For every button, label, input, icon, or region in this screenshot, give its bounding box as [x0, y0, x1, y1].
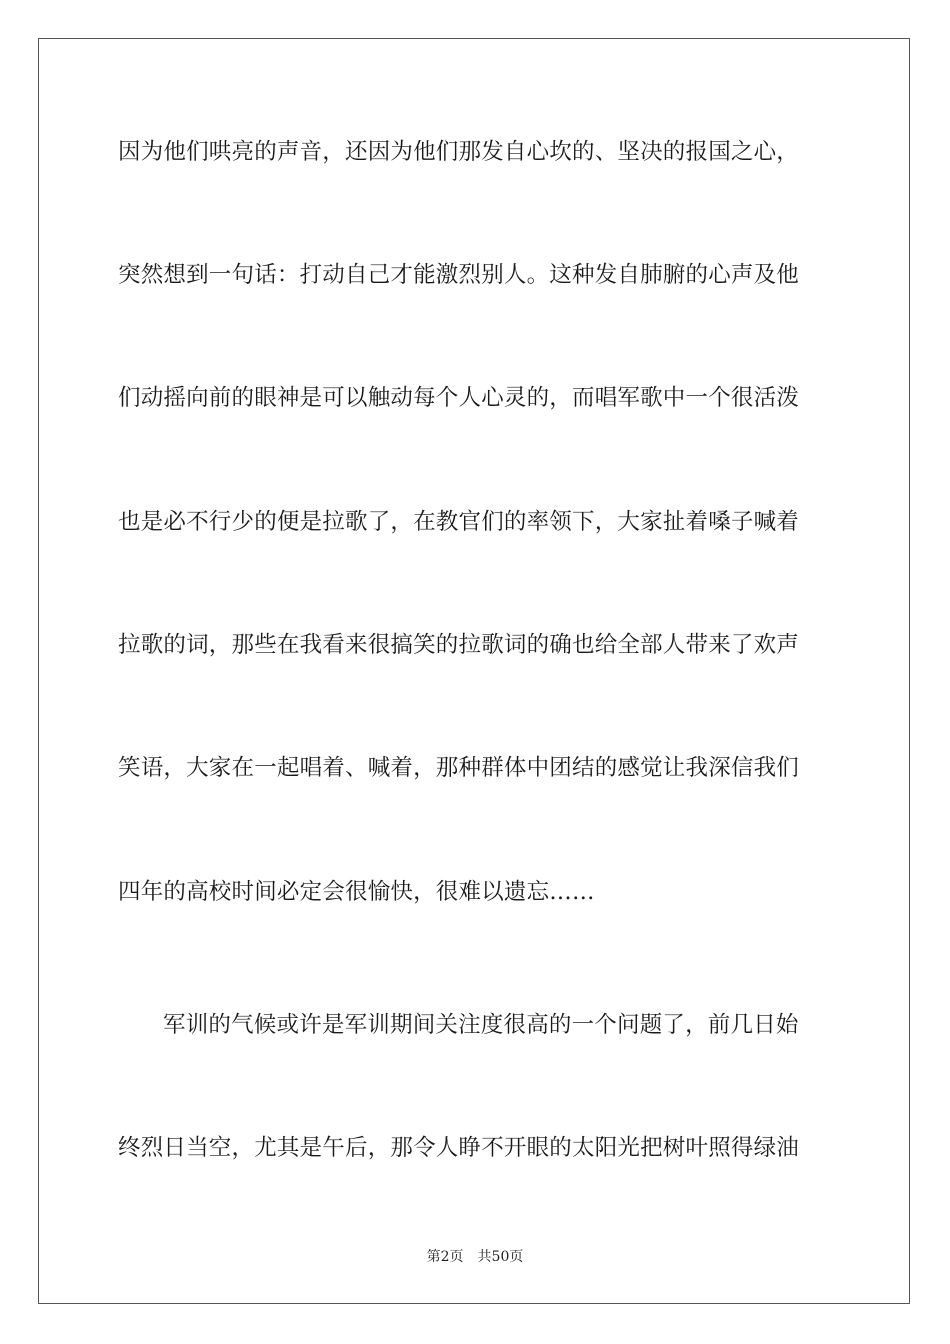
text-line: 因为他们哄亮的声音，还因为他们那发自心坎的、坚决的报国之心， [118, 139, 800, 165]
page-border [38, 38, 910, 1304]
total-pages: 共50页 [477, 1249, 524, 1265]
text-line: 终烈日当空，尤其是午后，那令人睁不开眼的太阳光把树叶照得绿油 [118, 1135, 800, 1161]
text-line: 四年的高校时间必定会很愉快，很难以遗忘…… [118, 879, 595, 905]
paragraph-first-line: 军训的气候或许是军训期间关注度很高的一个问题了，前几日始 [163, 1012, 799, 1038]
text-line: 拉歌的词，那些在我看来很搞笑的拉歌词的确也给全部人带来了欢声 [118, 632, 800, 658]
text-line: 突然想到一句话：打动自己才能激烈别人。这种发自肺腑的心声及他 [118, 262, 800, 288]
text-line: 笑语，大家在一起唱着、喊着，那种群体中团结的感觉让我深信我们 [118, 755, 800, 781]
text-line: 们动摇向前的眼神是可以触动每个人心灵的，而唱军歌中一个很活泼 [118, 385, 800, 411]
text-line: 也是必不行少的便是拉歌了，在教官们的率领下，大家扯着嗓子喊着 [118, 509, 800, 535]
page-footer [0, 1248, 950, 1266]
page-number: 第2页 [426, 1249, 464, 1265]
